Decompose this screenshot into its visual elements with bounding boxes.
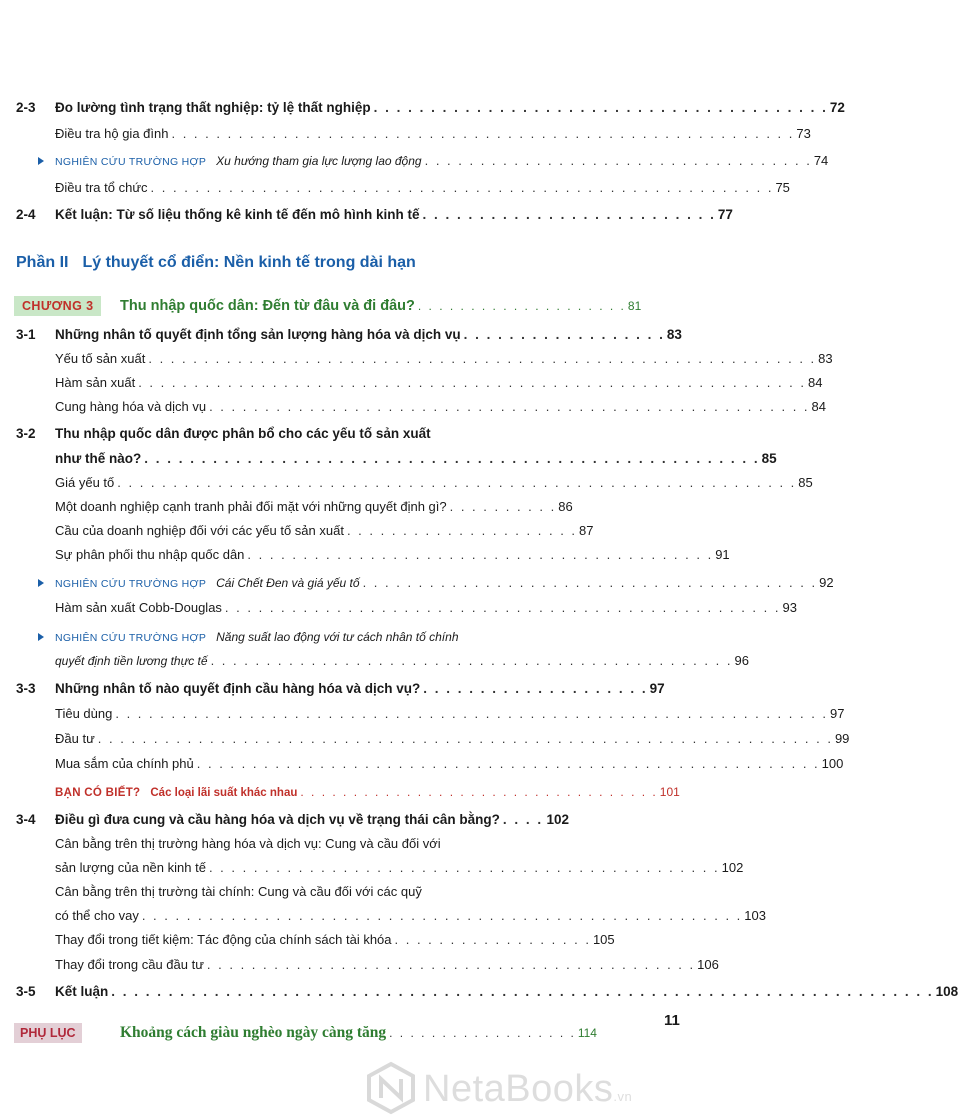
entry-title: Cầu của doanh nghiệp đối với các yếu tố sản xuất: [55, 523, 344, 538]
entry-page: 99: [834, 731, 850, 746]
toc-entry-line1[interactable]: [55, 882, 569, 902]
entry-title: Kết luận: Từ số liệu thống kê kinh tế đến mô hình kinh tế: [55, 207, 420, 222]
entry-page: 87: [579, 523, 594, 538]
toc-row: [0, 124, 811, 144]
entry-title: Mua sắm của chính phủ: [55, 756, 194, 771]
netabooks-logo-icon: [365, 1062, 417, 1114]
toc-entry[interactable]: [55, 810, 569, 830]
section-number: 3-5: [16, 984, 36, 999]
entry-title: Hàm sản xuất: [55, 375, 136, 390]
toc-row: [0, 782, 700, 802]
leader-dots: . . . . . . . . . . . . . . . . . . . . . . . . . . . . . . . . . . . . . . . . . . . . . . . . . . . . . . . . . . . .: [138, 375, 807, 390]
entry-title: Điều tra tổ chức: [55, 180, 148, 195]
entry-page: 73: [796, 126, 811, 141]
entry-page: 77: [717, 207, 733, 222]
leader-dots: . . . . . . . . . . . . . . . . . . . . . . . . . . . . . . . . . . . . . . . . . . . . . . . . . . . . . . . . . . . .: [148, 351, 817, 366]
leader-dots: . . . . . . . . . . . . . . . . . . . . . . . . . . . . . . . . . . . . . . . . . . . . . .: [208, 860, 720, 875]
toc-entry[interactable]: [55, 930, 615, 950]
leader-dots: . . . . . . . . . . . . . . . . . . . . . . . . . . . . . . . . . . . . . . . . . . . . . . . . . .: [224, 600, 781, 615]
entry-page: 72: [829, 100, 845, 115]
did-you-know-tag: BẠN CÓ BIẾT?: [55, 787, 141, 799]
leader-dots: . . . . . . . . . . . . . . . . . . . .: [423, 681, 648, 696]
leader-dots: . . . . . . . . . . . . . . . . . . . . . . . . . . . . . . . . . . . . . . . . . . . . . . . . . . . . . .: [141, 908, 743, 923]
toc-entry[interactable]: [55, 98, 845, 118]
toc-entry[interactable]: [55, 858, 744, 878]
toc-row: [0, 906, 766, 926]
toc-row: [0, 858, 744, 878]
section-number: 3-4: [16, 812, 36, 827]
part-title: Lý thuyết cổ điển: Nền kinh tế trong dài hạn: [82, 254, 416, 271]
entry-page: 75: [775, 180, 790, 195]
toc-row: [0, 397, 826, 417]
entry-title: Điều gì đưa cung và cầu hàng hóa và dịch vụ về trạng thái cân bằng?: [55, 812, 500, 827]
toc-entry[interactable]: [55, 124, 811, 144]
entry-page: 96: [734, 653, 749, 668]
entry-title: như thế nào?: [55, 451, 142, 466]
chapter-page: 81: [627, 299, 642, 313]
toc-row: [0, 325, 700, 345]
entry-page: 83: [666, 327, 682, 342]
toc-row: [0, 349, 833, 369]
part-heading: [16, 254, 416, 272]
toc-row: [0, 754, 844, 774]
entry-title: Những nhân tố quyết định tổng sản lượng hàng hóa và dịch vụ: [55, 327, 461, 342]
toc-row: [0, 497, 700, 517]
leader-dots: . . . . . . . . . . . . . . . . . . . . . . . . . . . . . . . . . . . . . . . . . . . . . . . . . . . . . . . . . . . . . . . . . . . . . . . .: [111, 984, 934, 999]
leader-dots: . . . . . . . . . . . . . . . . . . . . . . . . . . . . . . . . . . . . . . . . .: [362, 575, 818, 590]
section-number: 2-4: [16, 207, 36, 222]
toc-row: [0, 955, 719, 975]
toc-entry[interactable]: [55, 598, 797, 618]
entry-page: 85: [761, 451, 777, 466]
toc-entry[interactable]: [55, 982, 958, 1002]
entry-title: Yếu tố sản xuất: [55, 351, 146, 366]
toc-row: [0, 449, 777, 469]
entry-title: Điều tra hộ gia đình: [55, 126, 169, 141]
leader-dots: . . . . . . . . . . . . . . . . . . . . . . . . . . . . . . . . . . . . . . . . . . . . . . . . . . . . . . . . . . . . . . . . . .: [97, 731, 833, 746]
leader-dots: . . . . . . . . . . . . . . . . . .: [394, 932, 591, 947]
entry-page: 85: [798, 475, 813, 490]
leader-dots: . . . . . . . . . . . . . . . . . . . . . . . . . . . . . . . . . . . . . . . . . . . . . . . . . . . . . .: [144, 451, 760, 466]
entry-title: Sự phân phối thu nhập quốc dân: [55, 547, 245, 562]
toc-entry-line1[interactable]: [55, 834, 569, 854]
toc-row: [0, 882, 700, 902]
toc-entry[interactable]: [55, 205, 733, 225]
toc-row: [0, 205, 733, 225]
toc-row: [0, 930, 700, 950]
toc-entry[interactable]: [55, 906, 766, 926]
entry-page: 102: [546, 812, 569, 827]
toc-row: [0, 373, 823, 393]
toc-entry[interactable]: [55, 521, 594, 541]
entry-page: 91: [715, 547, 730, 562]
toc-entry[interactable]: [55, 573, 834, 594]
leader-dots: . . . . . . . . . . . . . . . . . . . . . . . . . . . . . . . . . .: [300, 785, 658, 799]
entry-title: có thể cho vay: [55, 908, 139, 923]
toc-entry[interactable]: [55, 349, 833, 369]
entry-page: 106: [697, 957, 719, 972]
toc-row: [0, 473, 813, 493]
entry-title: Một doanh nghiệp cạnh tranh phải đối mặt với những quyết định gì?: [55, 499, 447, 514]
entry-title: Đầu tư: [55, 731, 95, 746]
entry-title: Năng suất lao động với tư cách nhân tố chính: [216, 630, 459, 644]
appendix-page: 114: [577, 1026, 597, 1040]
entry-page: 86: [558, 499, 573, 514]
entry-title: Cân bằng trên thị trường hàng hóa và dịch vụ: Cung và cầu đối với: [55, 836, 441, 851]
entry-page: 102: [721, 860, 744, 875]
toc-entry[interactable]: [55, 729, 850, 749]
entry-title: quyết định tiền lương thực tế: [55, 654, 208, 668]
toc-row: [0, 424, 700, 444]
toc-entry[interactable]: [55, 497, 573, 517]
appendix-tag: PHỤ LỤC: [14, 1023, 82, 1043]
leader-dots: . . . . . . . . . . . . . . . . . . . .: [417, 299, 626, 313]
toc-row: [0, 627, 700, 647]
toc-entry[interactable]: [55, 651, 749, 671]
entry-page: 105: [592, 932, 615, 947]
leader-dots: . . . .: [502, 812, 544, 827]
appendix-title: Khoảng cách giàu nghèo ngày càng tăng: [120, 1024, 387, 1041]
chapter-title: Thu nhập quốc dân: Đến từ đâu và đi đâu?: [120, 298, 415, 314]
leader-dots: . . . . . . . . . . . . . . . . . . . . . . . . . . . . . . . . . . . . . . . .: [373, 100, 828, 115]
toc-row: [0, 521, 700, 541]
chapter-tag: CHƯƠNG 3: [14, 296, 101, 316]
toc-entry-line1[interactable]: [55, 424, 569, 444]
toc-row: [0, 982, 958, 1002]
leader-dots: . . . . . . . . . .: [449, 499, 557, 514]
entry-title: Cân bằng trên thị trường tài chính: Cung và cầu đối với các quỹ: [55, 884, 422, 899]
watermark: [365, 1062, 695, 1114]
leader-dots: . . . . . . . . . . . . . . . . . . . . .: [346, 523, 578, 538]
toc-entry[interactable]: [55, 955, 719, 975]
case-study-tag: NGHIÊN CỨU TRƯỜNG HỢP: [55, 632, 207, 644]
toc-entry[interactable]: [55, 373, 823, 393]
watermark-text: NetaBooks.vn: [423, 1068, 633, 1110]
entry-page: 92: [819, 575, 834, 590]
entry-title: Giá yếu tố: [55, 475, 115, 490]
toc-row: [0, 810, 700, 830]
chapter-row: [0, 296, 700, 316]
entry-title: Xu hướng tham gia lực lượng lao động: [216, 154, 422, 168]
toc-row: [0, 651, 749, 671]
leader-dots: . . . . . . . . . . . . . . . . . .: [463, 327, 665, 342]
toc-row: [0, 151, 829, 171]
toc-entry[interactable]: [55, 397, 826, 417]
entry-page: 101: [659, 785, 680, 799]
toc-entry[interactable]: [55, 151, 829, 172]
section-number: 3-1: [16, 327, 36, 342]
toc-entry[interactable]: [55, 449, 777, 469]
entry-page: 84: [811, 399, 826, 414]
toc-entry[interactable]: [55, 704, 845, 724]
chapter-entry[interactable]: [120, 296, 642, 316]
toc-row: [0, 679, 700, 699]
case-study-tag: NGHIÊN CỨU TRƯỜNG HỢP: [55, 156, 207, 168]
toc-row: [0, 598, 797, 618]
entry-title: Cung hàng hóa và dịch vụ: [55, 399, 207, 414]
entry-title: sản lượng của nền kinh tế: [55, 860, 206, 875]
section-number: 3-3: [16, 681, 36, 696]
entry-title: Những nhân tố nào quyết định cầu hàng hóa và dịch vụ?: [55, 681, 421, 696]
part-label: Phần II: [16, 254, 69, 271]
toc-row: [0, 178, 790, 198]
leader-dots: . . . . . . . . . . . . . . . . . . . . . . . . . . . . . . . . . . . . . . . . . . . . . . . . . . . . . . . . . . . . . . . .: [115, 706, 829, 721]
entry-title: Các loại lãi suất khác nhau: [150, 787, 298, 799]
entry-page: 84: [808, 375, 823, 390]
leader-dots: . . . . . . . . . . . . . . . . . . . . . . . . . . . . . . . . . . . . . . . . . . . . . . . . . . . . . . . .: [171, 126, 795, 141]
toc-row: [0, 729, 850, 749]
appendix-entry[interactable]: [120, 1023, 597, 1043]
toc-row: [0, 98, 845, 118]
entry-title: Kết luận: [55, 984, 109, 999]
leader-dots: . . . . . . . . . . . . . . . . . . . . . . . . . . . . . . . . . . . . . . . . . . . .: [206, 957, 696, 972]
leader-dots: . . . . . . . . . . . . . . . . . . . . . . . . . . . . . . . . . . . . . . . . . . . . . . . . . . . . . . . .: [196, 756, 820, 771]
leader-dots: . . . . . . . . . . . . . . . . . . . . . . . . . . . . . . . . . . .: [424, 153, 812, 168]
entry-title: Thay đổi trong tiết kiệm: Tác động của chính sách tài khóa: [55, 932, 392, 947]
entry-page: 103: [744, 908, 766, 923]
entry-title: Thu nhập quốc dân được phân bổ cho các yếu tố sản xuất: [55, 426, 431, 441]
entry-page: 97: [830, 706, 845, 721]
leader-dots: . . . . . . . . . . . . . . . . . . . . . . . . . . . . . . . . . . . . . . . . . . . . . . . . . . . . . . . .: [150, 180, 774, 195]
toc-entry[interactable]: [55, 545, 730, 565]
toc-entry[interactable]: [55, 754, 844, 774]
toc-entry[interactable]: [55, 679, 665, 699]
toc-row: [0, 704, 845, 724]
entry-page: 108: [935, 984, 958, 999]
triangle-bullet-icon: [38, 633, 44, 641]
section-number: 2-3: [16, 100, 36, 115]
entry-title: Cái Chết Đen và giá yếu tố: [216, 576, 360, 590]
entry-title: Hàm sản xuất Cobb-Douglas: [55, 600, 222, 615]
leader-dots: . . . . . . . . . . . . . . . . . . . . . . . . . . . . . . . . . . . . . . . . . .: [247, 547, 714, 562]
leader-dots: . . . . . . . . . . . . . . . . . . . . . . . . . . . . . . . . . . . . . . . . . . . . . . . . . . . . . . . . . . . . .: [117, 475, 797, 490]
toc-row: [0, 834, 700, 854]
case-study-tag: NGHIÊN CỨU TRƯỜNG HỢP: [55, 578, 207, 590]
entry-page: 83: [818, 351, 833, 366]
leader-dots: . . . . . . . . . . . . . . . . . . . . . . . . . . . . . . . . . . . . . . . . . . . . . . .: [210, 653, 733, 668]
page-number: 11: [664, 1012, 680, 1029]
entry-title: Thay đổi trong cầu đầu tư: [55, 957, 204, 972]
entry-title: Đo lường tình trạng thất nghiệp: tỷ lệ thất nghiệp: [55, 100, 371, 115]
leader-dots: . . . . . . . . . . . . . . . . . .: [389, 1026, 576, 1040]
toc-entry[interactable]: [55, 178, 790, 198]
entry-page: 100: [821, 756, 844, 771]
did-you-know-entry[interactable]: [55, 782, 680, 803]
entry-title: Tiêu dùng: [55, 706, 113, 721]
entry-page: 74: [813, 153, 829, 168]
leader-dots: . . . . . . . . . . . . . . . . . . . . . . . . . .: [422, 207, 716, 222]
appendix-row: [0, 1023, 700, 1043]
toc-entry-line1[interactable]: [55, 627, 569, 648]
section-number: 3-2: [16, 426, 36, 441]
toc-row: [0, 573, 834, 593]
toc-row: [0, 545, 730, 565]
entry-page: 93: [782, 600, 797, 615]
leader-dots: . . . . . . . . . . . . . . . . . . . . . . . . . . . . . . . . . . . . . . . . . . . . . . . . . . . . . .: [209, 399, 810, 414]
entry-page: 97: [649, 681, 665, 696]
triangle-bullet-icon: [38, 579, 44, 587]
toc-entry[interactable]: [55, 473, 813, 493]
triangle-bullet-icon: [38, 157, 44, 165]
toc-entry[interactable]: [55, 325, 682, 345]
